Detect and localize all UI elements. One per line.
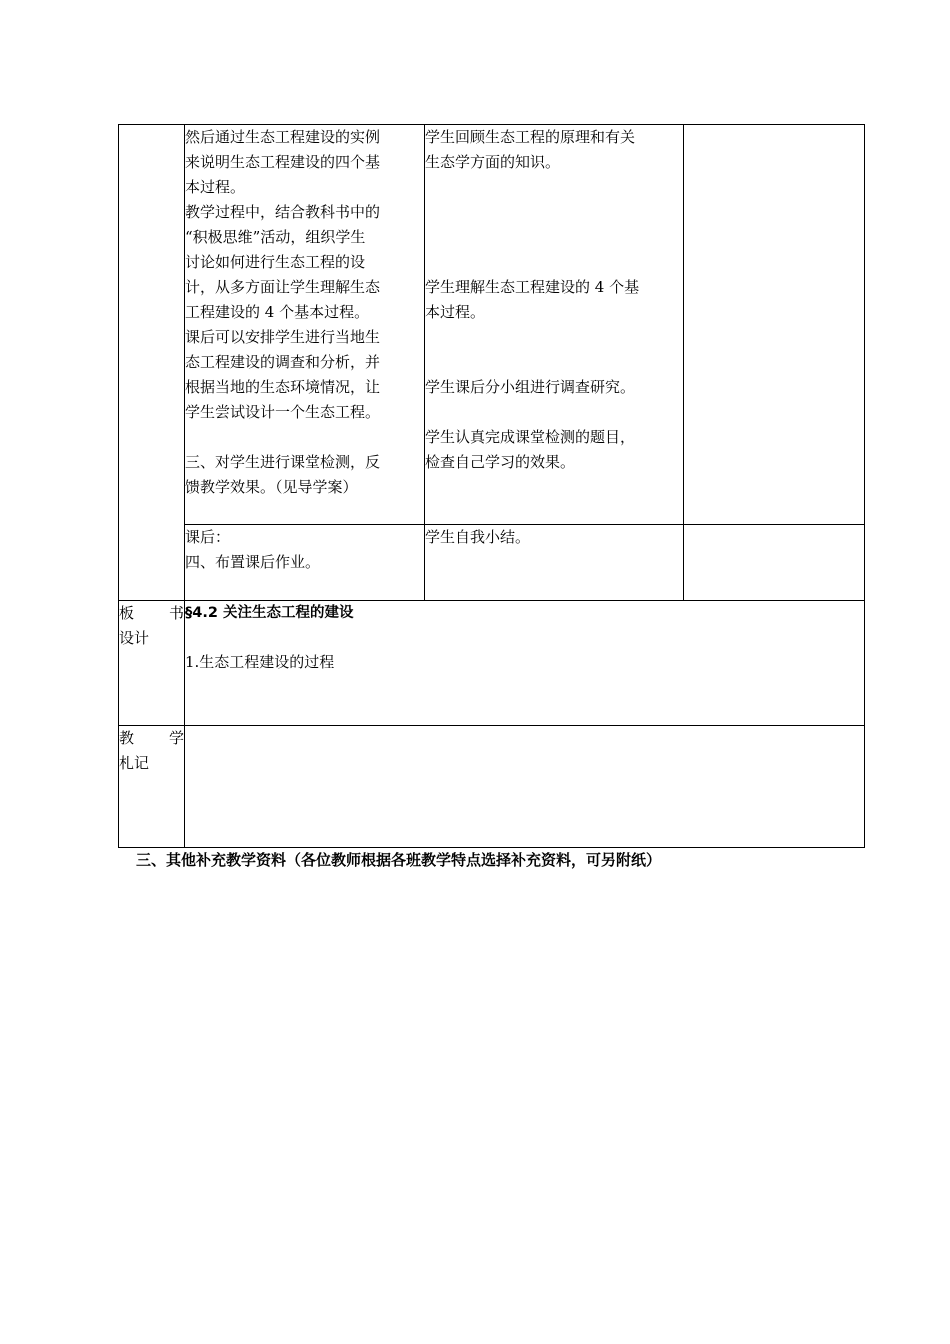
teacher-activity-line: 工程建设的 4 个基本过程。 [185,303,370,321]
notes-cell-2 [684,525,865,601]
teacher-check-line: 三、对学生进行课堂检测，反 [185,453,381,471]
student-activity-quiz [425,425,683,475]
after-class-teacher-cell [185,525,425,601]
student-research-line: 学生课后分小组进行调查研究。 [425,378,636,396]
teacher-activity-line: 学生尝试设计一个生态工程。 [185,403,381,421]
student-understand-line: 本过程。 [425,303,486,321]
teaching-notes-label-a: 教 [119,729,135,747]
student-quiz-line: 学生认真完成课堂检测的题目， [425,428,636,446]
teacher-activity-line: 然后通过生态工程建设的实例 [185,128,381,146]
board-design-label-c: 设计 [119,629,150,647]
teaching-notes-content-cell [185,726,865,848]
lesson-plan-table [118,124,865,848]
notes-cell-1 [684,125,865,525]
student-quiz-line: 检查自己学习的效果。 [425,453,576,471]
teacher-activity-text [185,125,424,425]
after-class-teacher-line: 四、布置课后作业。 [185,553,321,571]
board-design-content-cell [185,601,865,726]
after-class-row [119,525,865,601]
after-class-teacher-text [185,525,424,575]
student-review-line: 学生回顾生态工程的原理和有关 [425,128,636,146]
teacher-activity-line: “积极思维”活动，组织学生 [185,228,366,246]
teaching-notes-label-b: 学 [168,729,184,747]
teacher-activity-line: 计，从多方面让学生理解生态 [185,278,381,296]
after-class-student-line: 学生自我小结。 [425,528,531,546]
after-class-teacher-line: 课后： [185,528,231,546]
after-class-student-text [425,525,683,550]
student-activity-review [425,125,683,175]
student-review-line: 生态学方面的知识。 [425,153,561,171]
teacher-activity-line: 根据当地的生态环境情况，让 [185,378,381,396]
board-design-title: §4.2 关注生态工程的建设 [185,605,354,621]
teacher-activity-cell [185,125,425,525]
teaching-notes-row [119,726,865,848]
student-activity-understand [425,275,683,325]
teacher-check-line: 馈教学效果。（见导学案） [185,478,358,496]
board-design-item: 1.生态工程建设的过程 [185,653,335,671]
teacher-activity-line: 课后可以安排学生进行当地生 [185,328,381,346]
board-design-label-a: 板 [119,604,135,622]
supplementary-materials-heading: 三、其他补充教学资料（各位教师根据各班教学特点选择补充资料，可另附纸） [136,851,662,869]
teacher-activity-line: 来说明生态工程建设的四个基 [185,153,381,171]
teacher-activity-line: 本过程。 [185,178,246,196]
board-design-label-b: 书 [168,604,184,622]
student-activity-cell [425,125,684,525]
student-activity-research [425,375,683,400]
process-label-cell [119,125,185,601]
board-design-label-cell [119,601,185,726]
teacher-activity-line: 教学过程中，结合教科书中的 [185,203,381,221]
teacher-activity-line: 讨论如何进行生态工程的设 [185,253,366,271]
teaching-notes-label-c: 札记 [119,754,150,772]
after-class-student-cell [425,525,684,601]
teaching-notes-label-cell [119,726,185,848]
teacher-check-text [185,450,424,500]
board-design-row [119,601,865,726]
process-row [119,125,865,525]
student-understand-line: 学生理解生态工程建设的 4 个基 [425,278,640,296]
teacher-activity-line: 态工程建设的调查和分析，并 [185,353,381,371]
